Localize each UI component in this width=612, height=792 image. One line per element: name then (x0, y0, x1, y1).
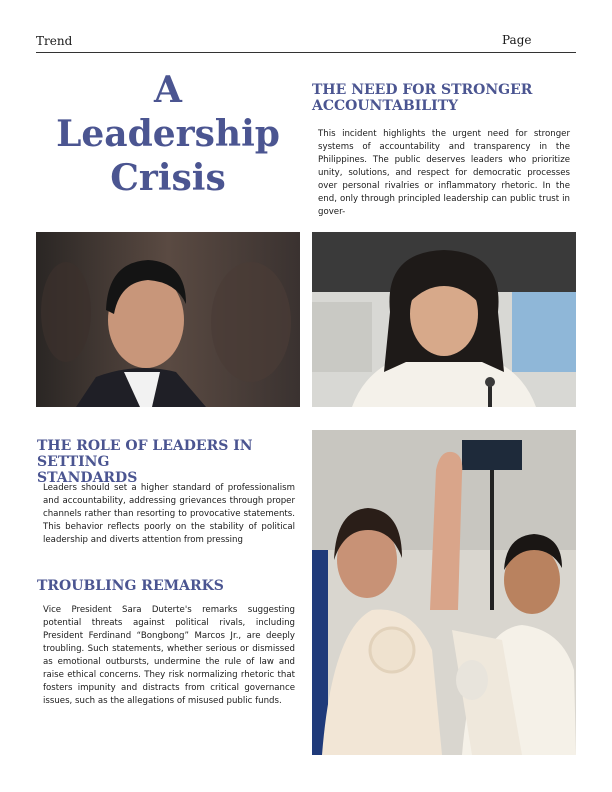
photo-duterte (312, 232, 576, 407)
article-title (36, 68, 300, 200)
body-troubling-remarks: Vice President Sara Duterte's remarks suggesting potential threats against political rivals, including President Ferdinand “Bongbong” Marcos Jr., are deeply troubling. Such statements, whether serious or dismissed as emotional outbursts, undermine the rule of law and raise ethical concerns. They risk normalizing rhetoric that fosters impunity and distracts from critical governance issues, such as the allegations of misused public funds. (43, 605, 295, 706)
heading-troubling-remarks (37, 578, 301, 594)
heading-role-line-1: THE ROLE OF LEADERS IN SETTING (37, 438, 253, 470)
heading-accountability-line-1: THE NEED FOR STRONGER (312, 82, 533, 98)
title-line-3: Crisis (110, 157, 226, 199)
body-role-of-leaders: Leaders should set a higher standard of professionalism and accountability, addressing grievances through proper channels rather than resorting to provocative statements. This behavior reflects poorly on the stability of political leadership and diverts attention from pressing (43, 483, 295, 545)
heading-accountability (312, 82, 576, 114)
body-accountability: This incident highlights the urgent need for stronger systems of accountability and transparency in the Philippines. The public deserves leaders who prioritize unity, solutions, and respect for democratic processes over personal rivalries or inflammatory rhetoric. In the end, only through principled leadership can public trust in gover- (318, 129, 570, 217)
heading-role-line-2: STANDARDS (37, 470, 138, 486)
heading-remarks-line-1: TROUBLING REMARKS (37, 578, 224, 594)
header-rule (36, 52, 576, 53)
title-line-1: A (154, 69, 182, 111)
heading-accountability-line-2: ACCOUNTABILITY (312, 98, 459, 114)
header-section-label: Trend (36, 34, 73, 48)
heading-role-of-leaders (37, 438, 301, 486)
header-page-label: Page (502, 33, 532, 47)
photo-raised-hands (312, 430, 576, 755)
photo-marcos (36, 232, 300, 407)
title-line-2: Leadership (56, 113, 280, 155)
